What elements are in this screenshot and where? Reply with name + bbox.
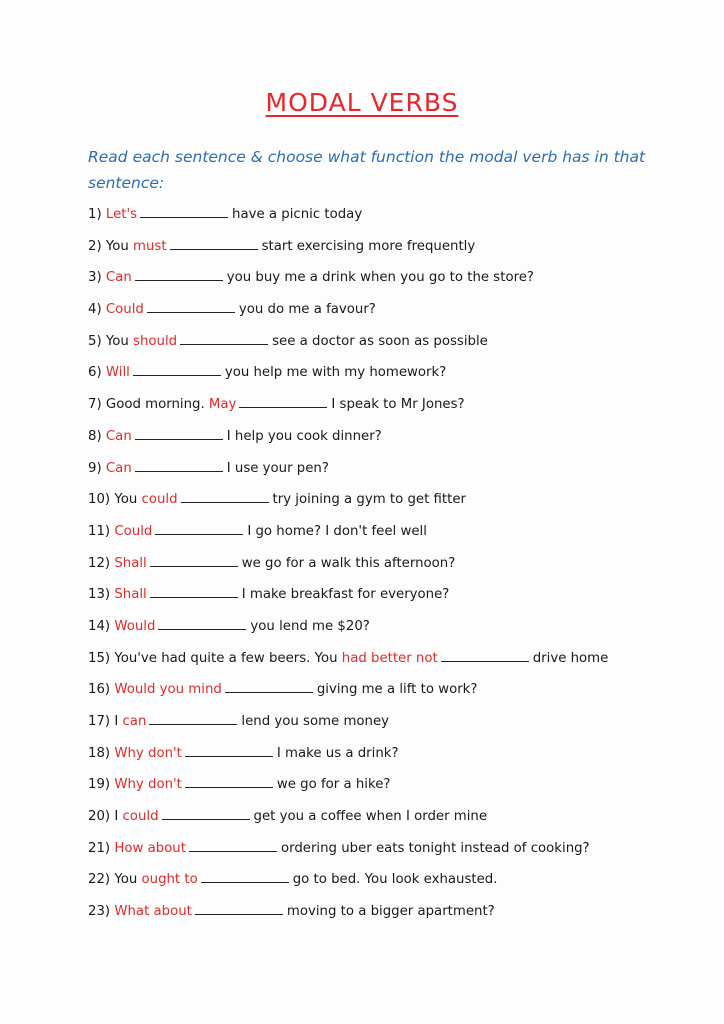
question-item (88, 552, 708, 584)
question-number: 20) (88, 809, 111, 825)
question-number: 9) (88, 460, 102, 476)
question-item (88, 457, 708, 489)
question-number: 14) (88, 618, 111, 634)
question-number: 22) (88, 872, 111, 888)
question-item (88, 330, 708, 362)
answer-blank[interactable] (185, 774, 273, 788)
question-number: 4) (88, 302, 102, 318)
modal-verb: Shall (114, 587, 147, 603)
question-item (88, 647, 708, 679)
answer-blank[interactable] (225, 679, 313, 693)
question-number: 7) (88, 397, 102, 413)
question-prefix: You (114, 492, 138, 508)
modal-verb: Could (114, 523, 153, 539)
answer-blank[interactable] (180, 331, 268, 345)
answer-blank[interactable] (135, 458, 223, 472)
question-rest: I use your pen? (226, 460, 329, 476)
question-number: 17) (88, 714, 111, 729)
question-item (88, 298, 708, 330)
question-number: 2) (88, 238, 102, 254)
question-number: 3) (88, 270, 102, 286)
question-rest: start exercising more frequently (261, 238, 476, 254)
question-rest: giving me a lift to work? (316, 682, 478, 698)
answer-blank[interactable] (150, 584, 238, 598)
question-item (88, 393, 708, 425)
question-number: 16) (88, 682, 111, 698)
answer-blank[interactable] (201, 869, 289, 883)
answer-blank[interactable] (441, 648, 529, 662)
question-rest: I make breakfast for everyone? (241, 587, 450, 603)
question-number: 15) (88, 650, 111, 666)
question-item (88, 615, 708, 647)
question-rest: go to bed. You look exhausted. (292, 872, 498, 888)
answer-blank[interactable] (135, 426, 223, 440)
question-number: 12) (88, 555, 111, 571)
question-rest: I go home? I don't feel well (247, 523, 427, 539)
modal-verb: must (133, 238, 167, 254)
modal-verb: Could (105, 302, 144, 318)
modal-verb: could (141, 492, 178, 508)
modal-verb: Would you mind (114, 682, 222, 698)
modal-verb: ought to (141, 872, 198, 888)
question-number: 21) (88, 840, 111, 856)
question-item (88, 710, 708, 742)
answer-blank[interactable] (150, 553, 238, 567)
question-number: 11) (88, 523, 111, 539)
modal-verb: should (133, 333, 178, 349)
question-number: 8) (88, 428, 102, 444)
answer-blank[interactable] (158, 616, 246, 630)
question-rest: you help me with my homework? (224, 365, 447, 381)
question-item (88, 583, 708, 615)
question-rest: you do me a favour? (238, 302, 376, 318)
question-number: 6) (88, 365, 102, 381)
question-item (88, 805, 708, 837)
question-rest: get you a coffee when I order mine (253, 809, 488, 825)
answer-blank[interactable] (147, 299, 235, 313)
modal-verb: Can (105, 270, 132, 286)
modal-verb: can (122, 714, 147, 729)
question-prefix: I (114, 809, 119, 825)
question-rest: see a doctor as soon as possible (272, 333, 488, 349)
answer-blank[interactable] (149, 711, 237, 725)
modal-verb: could (122, 809, 159, 825)
question-prefix: I (114, 714, 119, 729)
question-item (88, 361, 708, 393)
question-item (88, 266, 708, 298)
question-item (88, 203, 708, 235)
answer-blank[interactable] (185, 743, 273, 757)
question-number: 13) (88, 587, 111, 603)
page-title: MODAL VERBS (265, 88, 459, 117)
answer-blank[interactable] (170, 236, 258, 250)
answer-blank[interactable] (162, 806, 250, 820)
instructions: Read each sentence & choose what function the modal verb has in that sentence: (88, 148, 646, 192)
question-prefix: You've had quite a few beers. You (114, 650, 338, 666)
answer-blank[interactable] (239, 394, 327, 408)
question-item (88, 900, 708, 932)
question-number: 18) (88, 745, 111, 761)
answer-blank[interactable] (181, 489, 269, 503)
question-rest: we go for a walk this afternoon? (241, 555, 456, 571)
answer-blank[interactable] (195, 901, 283, 915)
modal-verb: What about (114, 904, 192, 920)
question-number: 10) (88, 492, 111, 508)
modal-verb: had better not (341, 650, 438, 666)
question-item (88, 678, 708, 710)
question-item (88, 868, 708, 900)
modal-verb: Can (105, 428, 132, 444)
question-rest: drive home (532, 650, 609, 666)
question-item (88, 488, 708, 520)
modal-verb: Would (114, 618, 156, 634)
question-rest: you lend me $20? (250, 618, 370, 634)
modal-verb: Can (105, 460, 132, 476)
question-item (88, 773, 708, 805)
question-rest: I speak to Mr Jones? (331, 397, 465, 413)
question-number: 5) (88, 333, 102, 349)
question-rest: lend you some money (241, 714, 390, 729)
question-number: 1) (88, 207, 102, 222)
modal-verb: May (208, 397, 237, 413)
question-number: 23) (88, 904, 111, 920)
question-rest: I help you cook dinner? (226, 428, 382, 444)
question-item (88, 742, 708, 774)
modal-verb: Why don't (114, 777, 182, 793)
question-prefix: You (105, 333, 129, 349)
question-prefix: Good morning. (105, 397, 205, 413)
question-rest: I make us a drink? (276, 745, 399, 761)
question-rest: moving to a bigger apartment? (286, 904, 495, 920)
question-list (88, 203, 708, 932)
question-item (88, 235, 708, 267)
question-item (88, 837, 708, 869)
question-number: 19) (88, 777, 111, 793)
question-prefix: You (114, 872, 138, 888)
modal-verb: Why don't (114, 745, 182, 761)
modal-verb: How about (114, 840, 186, 856)
modal-verb: Will (105, 365, 130, 381)
question-rest: have a picnic today (232, 207, 363, 222)
answer-blank[interactable] (133, 362, 221, 376)
question-rest: you buy me a drink when you go to the store? (226, 270, 534, 286)
question-prefix: You (105, 238, 129, 254)
question-rest: ordering uber eats tonight instead of cooking? (280, 840, 590, 856)
question-rest: we go for a hike? (276, 777, 391, 793)
answer-blank[interactable] (140, 204, 228, 218)
modal-verb: Let's (105, 207, 138, 222)
answer-blank[interactable] (135, 267, 223, 281)
answer-blank[interactable] (155, 521, 243, 535)
answer-blank[interactable] (189, 838, 277, 852)
question-rest: try joining a gym to get fitter (272, 492, 466, 508)
question-item (88, 520, 708, 552)
question-item (88, 425, 708, 457)
modal-verb: Shall (114, 555, 147, 571)
